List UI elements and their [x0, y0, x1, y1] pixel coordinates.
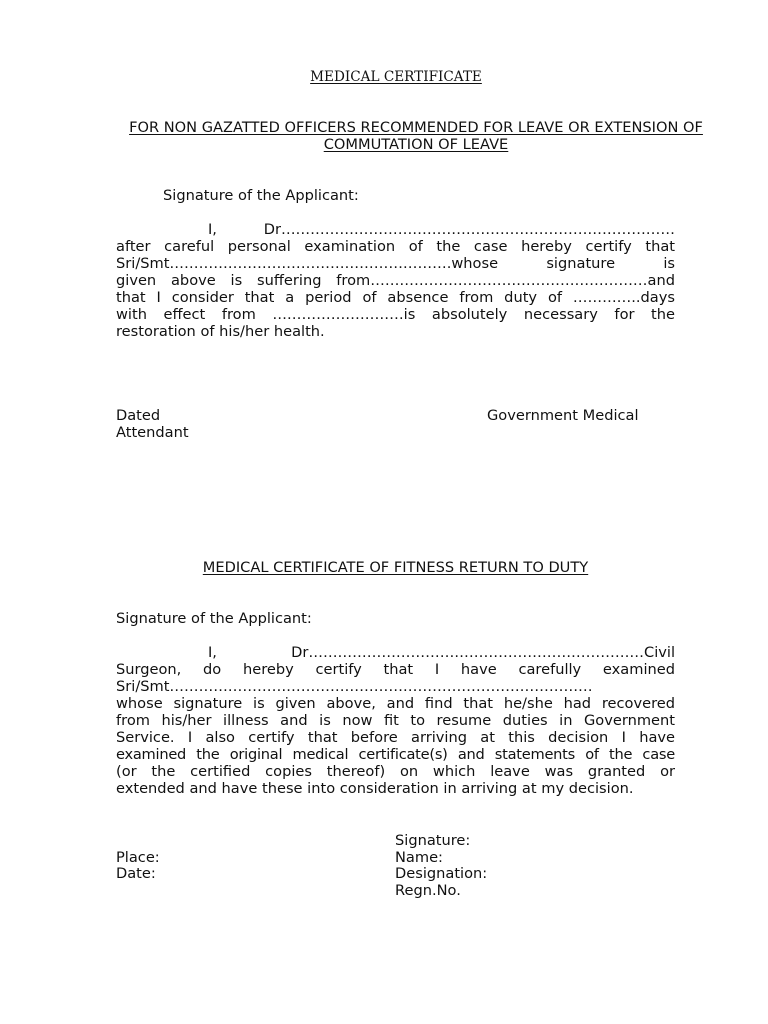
document-subtitle: FOR NON GAZATTED OFFICERS RECOMMENDED FOR LEAVE OR EXTENSION OF COMMUTATION OF LEAVE: [129, 119, 703, 153]
paragraph-2-line-7: examined the original medical certificate(s) and statements of the case: [116, 746, 675, 763]
paragraph-1-line-7: restoration of his/her health.: [116, 323, 325, 340]
date-label: Date:: [116, 865, 156, 882]
paragraph-2-line-2: Surgeon, do hereby certify that I have carefully examined: [116, 661, 675, 678]
paragraph-2-line-1: I, Dr……………………………………………………………Civil: [208, 644, 675, 661]
paragraph-1-line-1: I, Dr………………………………………………………………………: [208, 221, 675, 238]
paragraph-1-line-6: with effect from ………………………is absolutely necessary for the: [116, 306, 675, 323]
certificate-paragraph-1: [116, 221, 675, 340]
paragraph-2-line-8: (or the certified copies thereof) on which leave was granted or: [116, 763, 675, 780]
signature-field-label: Signature:: [395, 832, 471, 849]
document-title: MEDICAL CERTIFICATE: [310, 69, 482, 85]
dated-label: Dated: [116, 407, 161, 424]
paragraph-1-line-4: given above is suffering from…………………………………………………and: [116, 272, 675, 289]
applicant-signature-label-1: Signature of the Applicant:: [163, 187, 359, 204]
designation-field-label: Designation:: [395, 865, 488, 882]
applicant-signature-label-2: Signature of the Applicant:: [116, 610, 312, 627]
attendant-label: Attendant: [116, 424, 189, 441]
fitness-certificate-heading: MEDICAL CERTIFICATE OF FITNESS RETURN TO DUTY: [202, 559, 589, 576]
paragraph-1-line-3: Sri/Smt………………………………………………….whose signature is: [116, 255, 675, 272]
paragraph-2-line-5: from his/her illness and is now fit to resume duties in Government: [116, 712, 675, 729]
paragraph-1-line-5: that I consider that a period of absence from duty of …………..days: [116, 289, 675, 306]
paragraph-2-line-6: Service. I also certify that before arriving at this decision I have: [116, 729, 675, 746]
government-medical-label: Government Medical: [487, 407, 639, 424]
paragraph-2-line-3: Sri/Smt……………………………………………………………………………: [116, 678, 593, 695]
registration-number-label: Regn.No.: [395, 882, 461, 899]
name-field-label: Name:: [395, 849, 443, 866]
paragraph-1-line-2: after careful personal examination of the case hereby certify that: [116, 238, 675, 255]
paragraph-2-line-9: extended and have these into consideration in arriving at my decision.: [116, 780, 634, 797]
certificate-paragraph-2: [116, 644, 675, 797]
place-label: Place:: [116, 849, 160, 866]
paragraph-2-line-4: whose signature is given above, and find that he/she had recovered: [116, 695, 675, 712]
